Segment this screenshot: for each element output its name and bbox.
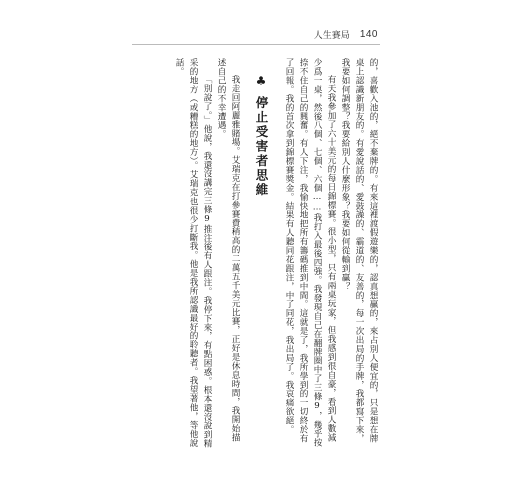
- header-rule: [132, 44, 380, 45]
- paragraph-3: 我走回阿麗雅賭場。艾瑞克在打參賽費稍高的二萬五千美元比賽，正好是休息時間，我開始描述自己的不幸遭遇。: [216, 58, 240, 443]
- club-suit-icon: ♣: [254, 74, 268, 90]
- running-head: [314, 28, 378, 41]
- section-heading: [254, 74, 268, 450]
- book-title: 人生賽局: [313, 31, 350, 41]
- paragraph-1: 的，喜歡入池的，絕不棄牌的。有來這裡渡假遊樂的，認真想贏的，來占別人便宜的，只是想在牌桌上認識新朋友的。有愛說話的、愛鼓譟的、霸道的、友善的，每一次出局的手牌，我都寫下來，我要如何調整？我要給別人什麼形象？我要如何從輸到贏？: [340, 58, 378, 443]
- paragraph-4: 「別說了。」他說，我還沒講完三條9推注後有人跟注。我停下來，有點困惑。根本還沒說到精采的地方（或糟糕的地方）。艾瑞克也很少打斷我。他是我所認識最好的聆聽者。我望著他，等他說話。: [174, 58, 212, 449]
- section-title: 停止受害者思維: [254, 96, 269, 198]
- page-number: 140: [359, 29, 378, 40]
- body-text: [132, 58, 380, 450]
- paragraph-2: 有天我參加了六十美元的每日錦標賽。很小型，只有兩桌玩家，但我感到很自豪，看到人數減少爲一桌，然後八個、七個、六個……我打入最後四強。我發現自己在翻牌圈中了三條9，幾乎按捺不住自己的興奮。有人下注，我愉快地把所有籌碼推到中間。這就是了，我所學到的一切終於有了回報。我的首次拿到錦標賽獎金。結果有人聽同花跟注，中了同花，我出局了。我哀痛欲絕。: [284, 58, 336, 448]
